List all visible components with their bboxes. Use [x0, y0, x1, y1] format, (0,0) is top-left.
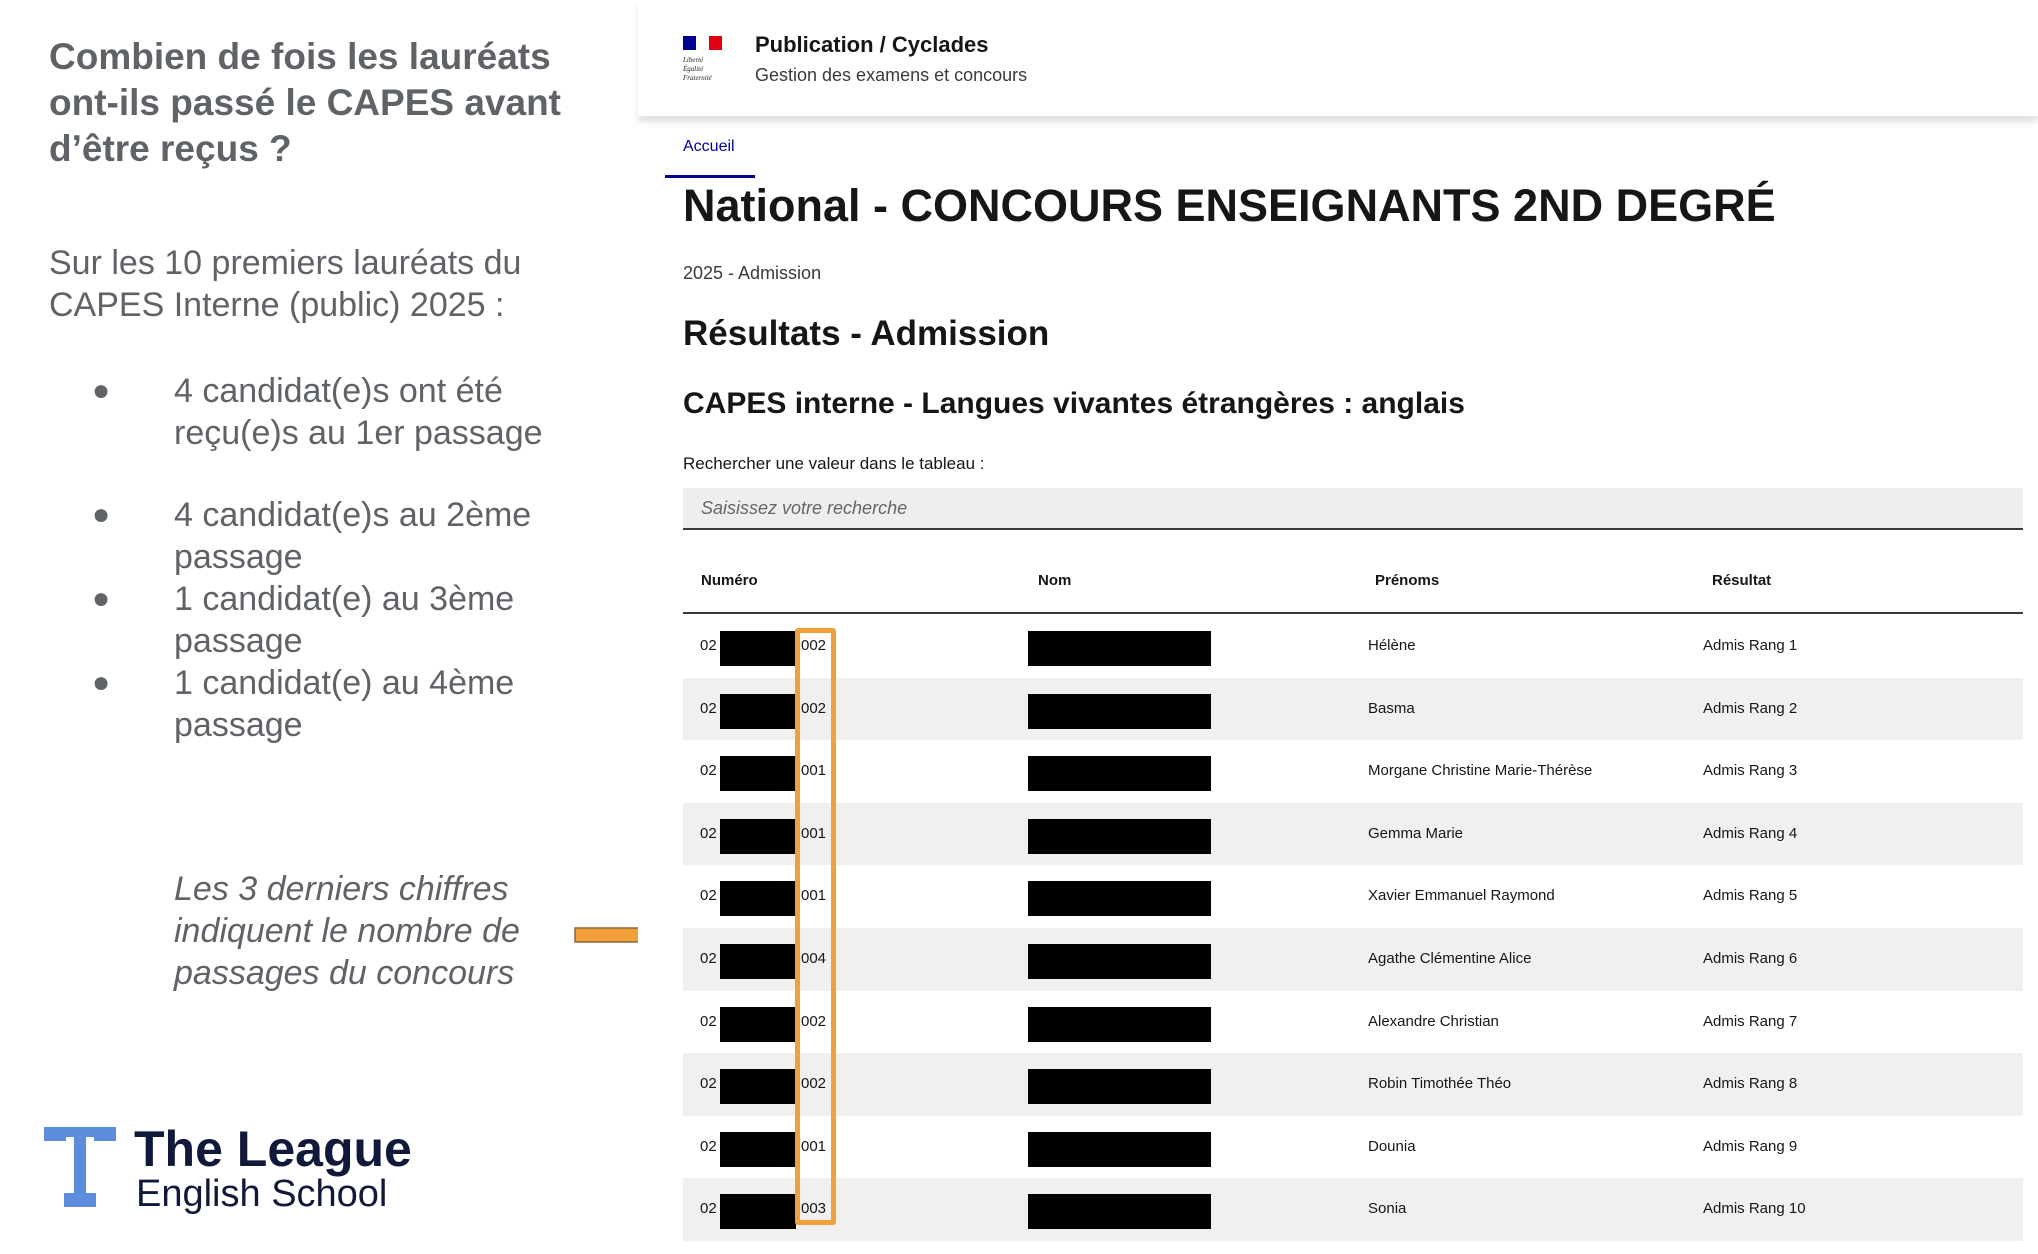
bullet-list: [0, 370, 620, 746]
slide-question: Combien de fois les lauréats ont-ils passé le CAPES avant d’être reçus ?: [49, 36, 562, 169]
bullet-dot-icon: ●: [92, 374, 111, 407]
resultat-cell: Admis Rang 2: [1703, 699, 1798, 717]
session-label: 2025 - Admission: [683, 263, 822, 283]
republic-motto: [683, 56, 712, 83]
motto-line: Égalité: [683, 65, 704, 73]
numero-suffix: 003: [801, 1200, 827, 1218]
resultat-cell: Admis Rang 3: [1703, 762, 1798, 780]
resultat-cell: Admis Rang 8: [1703, 1075, 1798, 1093]
numero-prefix: 02: [700, 824, 717, 842]
numero-prefix: 02: [700, 1200, 717, 1218]
redacted-number-block: [720, 756, 796, 791]
resultat-cell: Admis Rang 9: [1703, 1137, 1798, 1155]
redacted-name-block: [1028, 819, 1211, 854]
prenoms-cell: Morgane Christine Marie-Thérèse: [1368, 762, 1593, 780]
redacted-name-block: [1028, 1007, 1211, 1042]
bullet-item: [0, 370, 554, 494]
table-row: [683, 678, 2023, 741]
page-title: National - CONCOURS ENSEIGNANTS 2ND DEGRÉ: [683, 180, 1776, 231]
redacted-name-block: [1028, 1194, 1211, 1229]
logo-title: The League: [134, 1121, 412, 1177]
prenoms-cell: Agathe Clémentine Alice: [1368, 949, 1532, 967]
numero-suffix: 002: [801, 1075, 827, 1093]
numero-prefix: 02: [700, 1137, 717, 1155]
site-title[interactable]: Publication / Cyclades: [755, 32, 989, 57]
column-header-nom[interactable]: Nom: [1038, 572, 1072, 589]
numero-suffix: 002: [801, 1012, 827, 1030]
table-row: [683, 1178, 2023, 1241]
bullet-text: 1 candidat(e) au 3ème passage: [174, 580, 515, 660]
prenoms-cell: Xavier Emmanuel Raymond: [1368, 887, 1555, 905]
redacted-number-block: [720, 1194, 796, 1229]
table-row: [683, 865, 2023, 928]
redacted-number-block: [720, 1132, 796, 1167]
bullet-item: [0, 578, 554, 662]
table-row: [683, 615, 2023, 678]
prenoms-cell: Alexandre Christian: [1368, 1012, 1499, 1030]
site-header: [638, 0, 2038, 116]
flag-red-icon: [709, 36, 722, 50]
prenoms-cell: Gemma Marie: [1368, 824, 1464, 842]
exam-title: CAPES interne - Langues vivantes étrangères : anglais: [683, 387, 1465, 420]
table-header: [683, 552, 2023, 614]
numero-suffix: 002: [801, 637, 827, 654]
resultat-cell: Admis Rang 7: [1703, 1012, 1798, 1030]
bullet-text: 1 candidat(e) au 4ème passage: [174, 664, 515, 744]
slide-note: Les 3 derniers chiffres indiquent le nombre de passages du concours: [174, 870, 520, 992]
resultat-cell: Admis Rang 1: [1703, 637, 1798, 654]
marianne-logo: [683, 36, 723, 86]
site-subtitle: Gestion des examens et concours: [755, 65, 1028, 85]
table-row: [683, 1116, 2023, 1179]
bullet-dot-icon: ●: [92, 666, 111, 699]
slide-intro: Sur les 10 premiers lauréats du CAPES Interne (public) 2025 :: [49, 244, 522, 324]
results-table-body: [683, 615, 2023, 1241]
slide-panel: [0, 0, 620, 1254]
redacted-number-block: [720, 819, 796, 854]
numero-prefix: 02: [700, 699, 717, 717]
flag-blue-icon: [683, 36, 696, 50]
numero-suffix: 001: [801, 1137, 827, 1155]
numero-prefix: 02: [700, 637, 717, 654]
prenoms-cell: Robin Timothée Théo: [1368, 1075, 1512, 1093]
numero-suffix: 001: [801, 887, 827, 905]
column-header-resultat[interactable]: Résultat: [1712, 572, 1772, 589]
resultat-cell: Admis Rang 5: [1703, 887, 1798, 905]
redacted-number-block: [720, 944, 796, 979]
table-row: [683, 1053, 2023, 1116]
table-row: [683, 928, 2023, 991]
resultat-cell: Admis Rang 10: [1703, 1200, 1806, 1218]
search-label: Rechercher une valeur dans le tableau :: [683, 454, 985, 473]
numero-suffix: 001: [801, 762, 827, 780]
logo-subtitle: English School: [136, 1173, 388, 1215]
search-input[interactable]: [683, 488, 2023, 530]
table-row: [683, 740, 2023, 803]
nav-home-link[interactable]: Accueil: [683, 138, 735, 155]
numero-prefix: 02: [700, 762, 717, 780]
bullet-dot-icon: ●: [92, 582, 111, 615]
bullet-item: [0, 662, 554, 746]
redacted-name-block: [1028, 1132, 1211, 1167]
prenoms-cell: Basma: [1368, 699, 1415, 717]
redacted-name-block: [1028, 694, 1211, 729]
motto-line: Fraternité: [683, 74, 712, 82]
bullet-item: [0, 494, 554, 578]
prenoms-cell: Sonia: [1368, 1200, 1407, 1218]
resultat-cell: Admis Rang 6: [1703, 949, 1798, 967]
redacted-name-block: [1028, 631, 1211, 666]
numero-prefix: 02: [700, 1075, 717, 1093]
redacted-name-block: [1028, 881, 1211, 916]
numero-suffix: 002: [801, 699, 827, 717]
table-row: [683, 803, 2023, 866]
redacted-number-block: [720, 694, 796, 729]
numero-prefix: 02: [700, 949, 717, 967]
redacted-number-block: [720, 1069, 796, 1104]
redacted-number-block: [720, 881, 796, 916]
numero-prefix: 02: [700, 1012, 717, 1030]
table-row: [683, 991, 2023, 1054]
resultat-cell: Admis Rang 4: [1703, 824, 1798, 842]
prenoms-cell: Dounia: [1368, 1137, 1416, 1155]
bullet-text: 4 candidat(e)s au 2ème passage: [174, 496, 532, 576]
motto-line: Liberté: [683, 56, 704, 64]
league-t-icon: [44, 1127, 116, 1207]
results-page-screenshot: [638, 0, 2038, 1254]
redacted-name-block: [1028, 944, 1211, 979]
column-header-prenoms[interactable]: Prénoms: [1375, 572, 1440, 589]
column-header-numero[interactable]: Numéro: [701, 572, 758, 589]
redacted-number-block: [720, 1007, 796, 1042]
numero-suffix: 001: [801, 824, 827, 842]
redacted-name-block: [1028, 756, 1211, 791]
numero-suffix: 004: [801, 949, 827, 967]
prenoms-cell: Hélène: [1368, 637, 1416, 654]
school-logo: [44, 1123, 464, 1213]
bullet-dot-icon: ●: [92, 498, 111, 531]
bullet-text: 4 candidat(e)s ont été reçu(e)s au 1er passage: [174, 372, 543, 452]
redacted-number-block: [720, 631, 796, 666]
numero-prefix: 02: [700, 887, 717, 905]
flag-white-icon: [696, 36, 709, 50]
section-title: Résultats - Admission: [683, 314, 1050, 353]
redacted-name-block: [1028, 1069, 1211, 1104]
